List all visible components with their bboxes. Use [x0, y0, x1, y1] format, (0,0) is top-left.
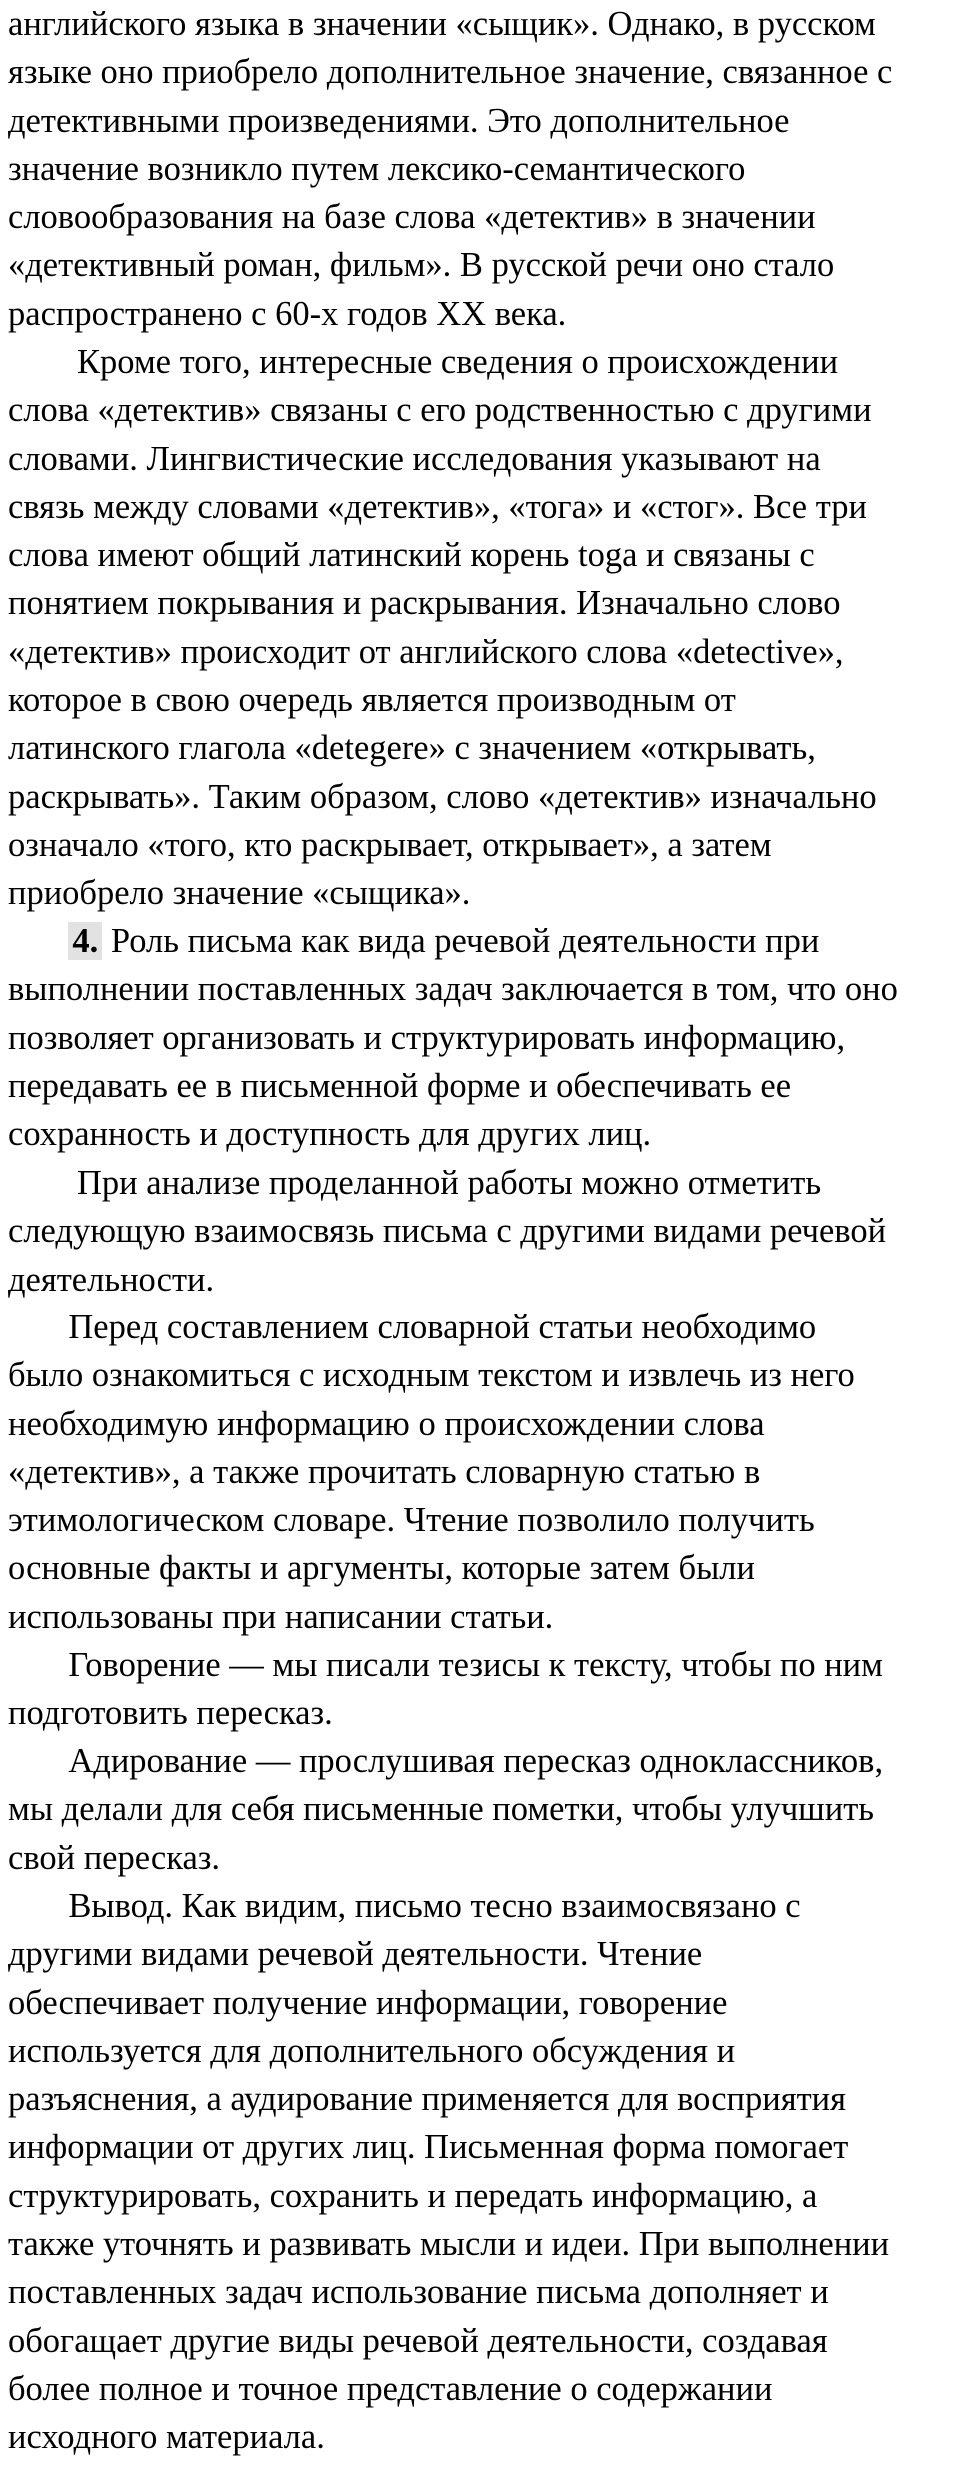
text-line: основные факты и аргументы, которые затем были — [8, 1549, 755, 1588]
text-line: использованы при написании статьи. — [8, 1597, 554, 1636]
text-line: другими видами речевой деятельности. Чтение — [8, 1935, 703, 1974]
text-line: информации от других лиц. Письменная форма помогает — [8, 2128, 849, 2167]
text-line: Перед составлением словарной статьи необходимо — [8, 1308, 817, 1346]
text-line: обогащает другие виды речевой деятельности, создавая — [8, 2321, 828, 2360]
text-line: этимологическом словаре. Чтение позволило получить — [8, 1501, 815, 1540]
text-line: разъяснения, а аудирование применяется для восприятия — [8, 2080, 847, 2119]
text-line: Адирование — прослушивая пересказ одноклассников, — [8, 1742, 884, 1780]
text-line: словообразования на базе слова «детектив» в значении — [8, 198, 816, 237]
text-line: связь между словами «детектив», «тога» и «стог». Все три — [8, 487, 867, 526]
text-line: понятием покрывания и раскрывания. Изначально слово — [8, 584, 841, 623]
text-line: более полное и точное представление о содержании — [8, 2369, 773, 2408]
text-line: «детективный роман, фильм». В русской речи оно стало — [8, 246, 835, 285]
text-line: подготовить пересказ. — [8, 1694, 333, 1733]
text-line: Кроме того, интересные сведения о происхождении — [8, 343, 839, 381]
text-line: необходимую информацию о происхождении слова — [8, 1404, 765, 1443]
text-line: слова имеют общий латинский корень toga и связаны с — [8, 536, 815, 575]
text-line: обеспечивает получение информации, говорение — [8, 1983, 728, 2022]
text-line: исходного материала. — [8, 2418, 325, 2457]
text-line: позволяет организовать и структурировать информацию, — [8, 1018, 846, 1057]
paragraph-analysis-intro — [8, 1159, 958, 1304]
text-line: приобрело значение «сыщика». — [8, 874, 471, 913]
paragraph-origin-meaning — [8, 0, 958, 338]
paragraph-etymology — [8, 338, 958, 918]
text-line: следующую взаимосвязь письма с другими видами речевой — [8, 1212, 887, 1251]
text-line: выполнении поставленных задач заключается в том, что оно — [8, 970, 898, 1009]
text-line — [8, 917, 958, 965]
text-line: английского языка в значении «сыщик». Однако, в русском — [8, 5, 876, 43]
paragraph-speaking — [8, 1641, 958, 1738]
text-line: свой пересказ. — [8, 1838, 221, 1877]
text-line: детективными произведениями. Это дополнительное — [8, 101, 790, 140]
paragraph-conclusion — [8, 1882, 958, 2462]
text-line: деятельности. — [8, 1260, 215, 1299]
text-line: было ознакомиться с исходным текстом и извлечь из него — [8, 1356, 855, 1395]
text-line: которое в свою очередь является производным от — [8, 681, 736, 720]
text-line: сохранность и доступность для других лиц. — [8, 1115, 652, 1154]
text-line: распространено с 60-х годов XX века. — [8, 294, 567, 333]
text-line: также уточнять и развивать мысли и идеи. При выполнении — [8, 2225, 890, 2264]
text-line: латинского глагола «detegere» с значением «открывать, — [8, 729, 816, 768]
text-line: словами. Лингвистические исследования указывают на — [8, 439, 821, 478]
text-line: Говорение — мы писали тезисы к тексту, чтобы по ним — [8, 1646, 883, 1684]
paragraph-answer-4 — [8, 917, 958, 1158]
text-line: «детектив», а также прочитать словарную статью в — [8, 1452, 761, 1491]
text-line: «детектив» происходит от английского слова «detective», — [8, 632, 844, 671]
text-line: Вывод. Как видим, письмо тесно взаимосвязано с — [8, 1887, 801, 1925]
text-line: мы делали для себя письменные пометки, чтобы улучшить — [8, 1790, 875, 1829]
answer-number-badge: 4. — [68, 922, 102, 960]
text-line: значение возникло путем лексико-семантического — [8, 149, 746, 188]
text-line: означало «того, кто раскрывает, открывает», а затем — [8, 825, 772, 864]
text-line: языке оно приобрело дополнительное значение, связанное с — [8, 53, 893, 92]
text-fragment: Роль письма как вида речевой деятельности при — [102, 922, 820, 960]
paragraph-reading — [8, 1303, 958, 1641]
paragraph-listening — [8, 1737, 958, 1882]
text-line: поставленных задач использование письма дополняет и — [8, 2273, 829, 2312]
text-line: раскрывать». Таким образом, слово «детектив» изначально — [8, 777, 877, 816]
text-line: используется для дополнительного обсуждения и — [8, 2031, 736, 2070]
text-line: передавать ее в письменной форме и обеспечивать ее — [8, 1066, 792, 1105]
text-line: структурировать, сохранить и передать информацию, а — [8, 2176, 818, 2215]
text-line: При анализе проделанной работы можно отметить — [8, 1164, 822, 1202]
text-line: слова «детектив» связаны с его родственностью с другими — [8, 391, 872, 430]
